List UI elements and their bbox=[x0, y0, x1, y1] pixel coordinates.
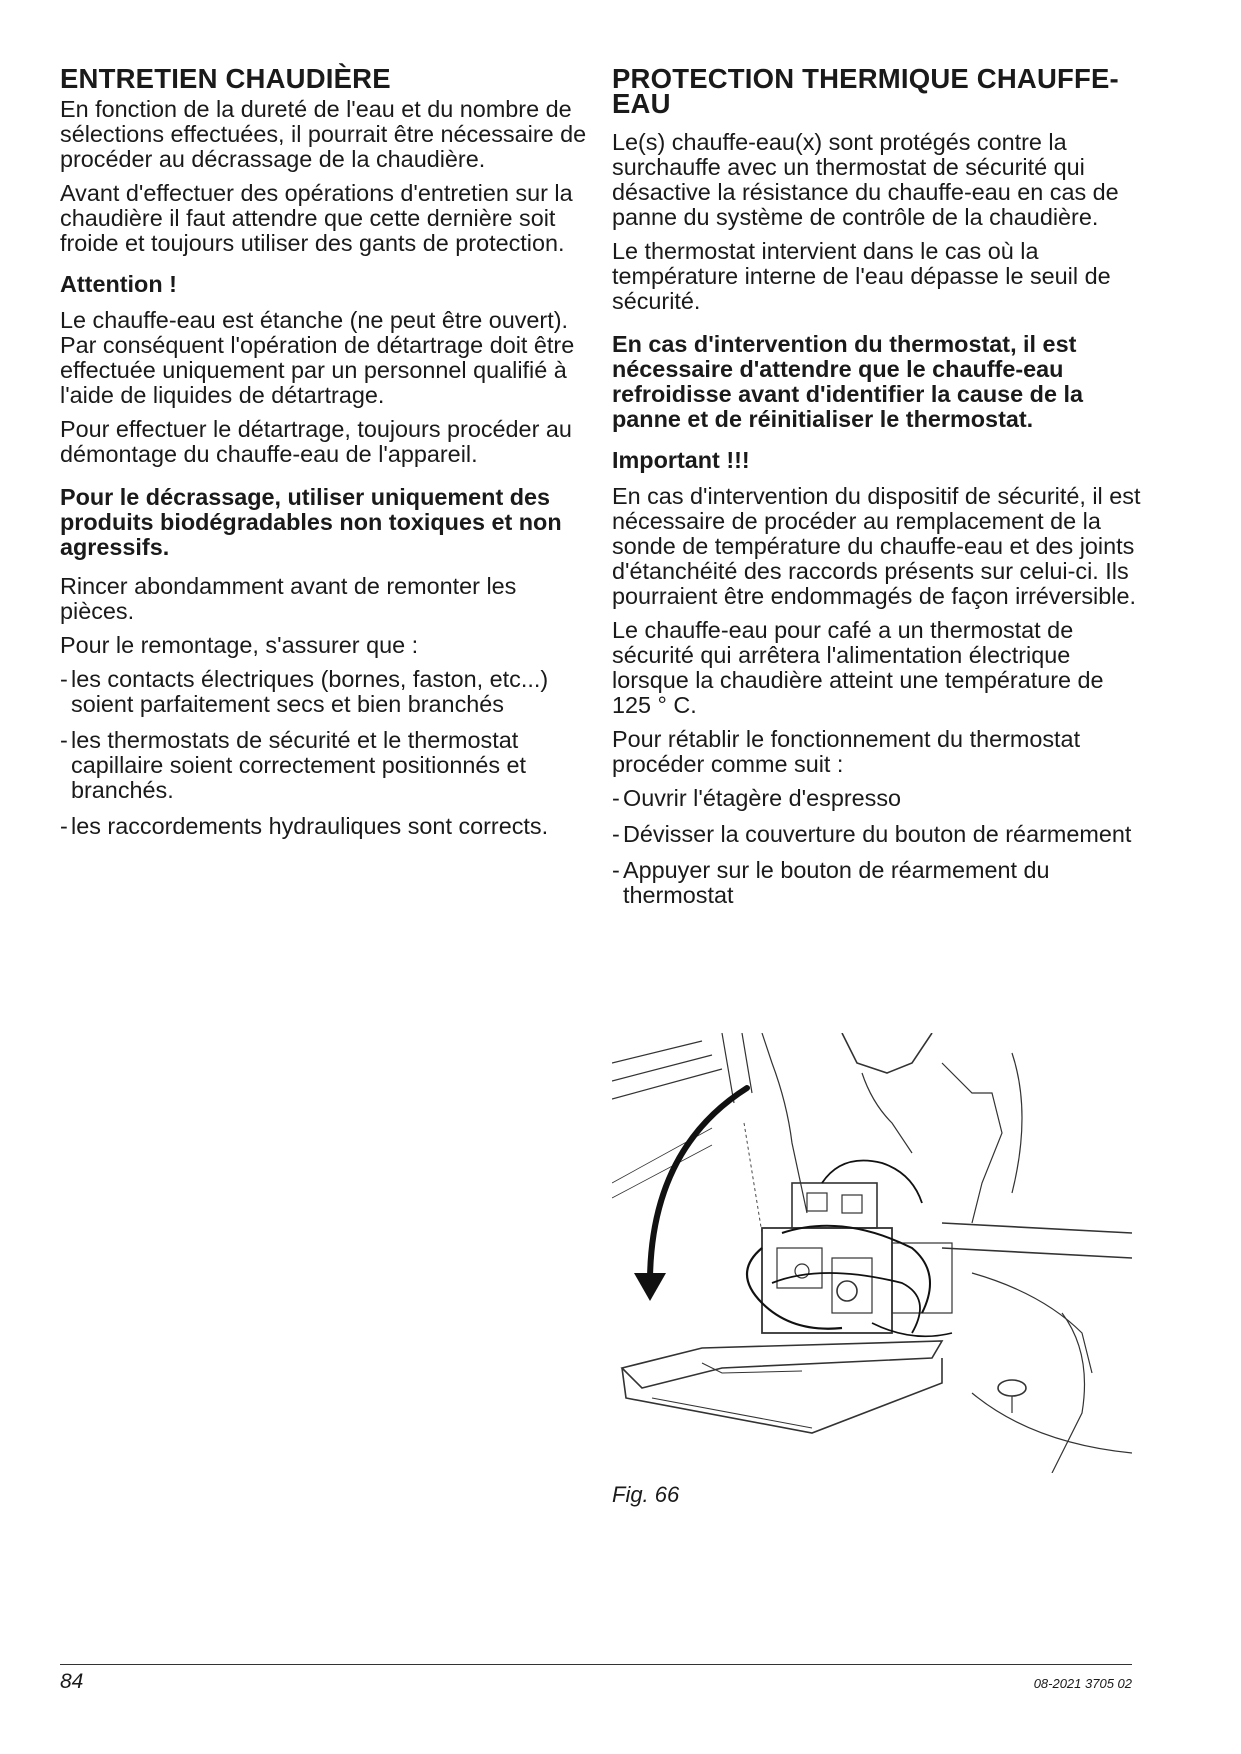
right-column bbox=[612, 63, 1142, 919]
paragraph: Le thermostat intervient dans le cas où la température interne de l'eau dépasse le seuil de sécurité. bbox=[612, 238, 1111, 314]
thermostat-illustration bbox=[612, 1033, 1132, 1473]
list-item: - les raccordements hydrauliques sont corrects. bbox=[60, 813, 549, 839]
left-column bbox=[60, 63, 590, 850]
figure-caption: Fig. 66 bbox=[612, 1482, 680, 1507]
list-item: - les contacts électriques (bornes, faston, etc...) soient parfaitement secs et bien branchés bbox=[60, 666, 549, 717]
bold-warning: Pour le décrassage, utiliser uniquement des produits biodégradables non toxiques et non agressifs. bbox=[60, 484, 562, 560]
list-item: - les thermostats de sécurité et le thermostat capillaire soient correctement positionnés et branchés. bbox=[60, 727, 527, 803]
paragraph: Le chauffe-eau pour café a un thermostat de sécurité qui arrêtera l'alimentation électrique lorsque la chaudière atteint une température de 125 ° C. bbox=[612, 617, 1104, 718]
section-title-protection: PROTECTION THERMIQUE CHAUFFE-EAU bbox=[612, 63, 1119, 119]
list-item: - Ouvrir l'étagère d'espresso bbox=[612, 785, 902, 811]
bold-warning: En cas d'intervention du thermostat, il est nécessaire d'attendre que le chauffe-eau refroidisse avant d'identifier la cause de la panne et de réinitialiser le thermostat. bbox=[612, 331, 1083, 432]
paragraph: Pour effectuer le détartrage, toujours procéder au démontage du chauffe-eau de l'appareil. bbox=[60, 416, 572, 467]
document-code: 08-2021 3705 02 bbox=[1033, 1676, 1132, 1691]
section-title-entretien: ENTRETIEN CHAUDIÈRE bbox=[60, 63, 391, 94]
list-item: - Dévisser la couverture du bouton de réarmement bbox=[612, 821, 1132, 847]
attention-heading: Attention ! bbox=[60, 271, 177, 297]
paragraph: Avant d'effectuer des opérations d'entretien sur la chaudière il faut attendre que cette dernière soit froide et toujours utiliser des gants de protection. bbox=[60, 180, 573, 256]
paragraph: Le(s) chauffe-eau(x) sont protégés contre la surchauffe avec un thermostat de sécurité qui désactive la résistance du chauffe-eau en cas de panne du système de contrôle de la chaudière. bbox=[612, 129, 1119, 230]
paragraph: En cas d'intervention du dispositif de sécurité, il est nécessaire de procéder au remplacement de la sonde de température du chauffe-eau et des joints d'étanchéité des raccords présents sur celui-ci. Ils pourraient être endommagés de façon irréversible. bbox=[612, 483, 1141, 609]
reset-steps-list bbox=[612, 786, 1142, 908]
paragraph: Pour le remontage, s'assurer que : bbox=[60, 632, 419, 658]
paragraph: Pour rétablir le fonctionnement du thermostat procéder comme suit : bbox=[612, 726, 1081, 777]
page-number: 84 bbox=[60, 1670, 84, 1693]
paragraph: Rincer abondamment avant de remonter les pièces. bbox=[60, 573, 517, 624]
important-heading: Important !!! bbox=[612, 447, 750, 473]
list-item: - Appuyer sur le bouton de réarmement du thermostat bbox=[612, 857, 1050, 908]
remontage-list bbox=[60, 667, 590, 839]
footer-divider bbox=[60, 1664, 1132, 1665]
paragraph: En fonction de la dureté de l'eau et du nombre de sélections effectuées, il pourrait être nécessaire de procéder au décrassage de la chaudière. bbox=[60, 96, 587, 172]
paragraph: Le chauffe-eau est étanche (ne peut être ouvert). Par conséquent l'opération de détartrage doit être effectuée uniquement par un personnel qualifié à l'aide de liquides de détartrage. bbox=[60, 307, 575, 408]
